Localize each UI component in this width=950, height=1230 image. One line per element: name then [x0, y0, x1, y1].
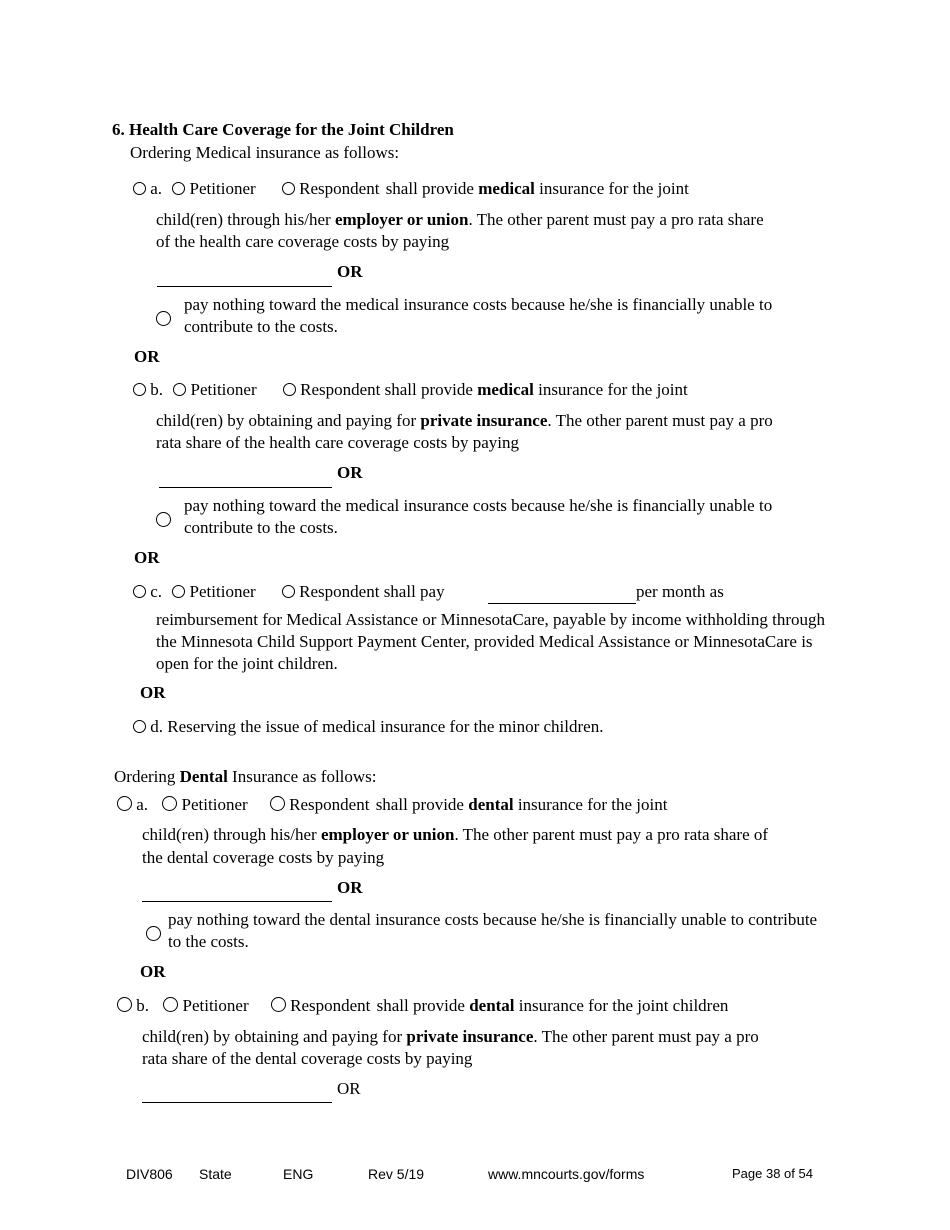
medical-a-kind: medical: [478, 179, 535, 198]
medical-c-petitioner-label: Petitioner: [189, 582, 256, 601]
dental-b-kind: dental: [469, 996, 515, 1015]
medical-a-or: OR: [337, 262, 363, 281]
dental-b-text-pre: shall provide: [376, 996, 465, 1015]
medical-or-2: OR: [134, 548, 160, 567]
dental-a-letter: a.: [136, 795, 149, 814]
dental-intro-bold: Dental: [179, 767, 228, 786]
dental-b-line3: rata share of the dental coverage costs by paying: [142, 1049, 473, 1068]
medical-b-nothing-text: pay nothing toward the medical insurance costs because he/she is financially unable to contribute to the costs.: [184, 496, 773, 537]
dental-a-nothing-radio[interactable]: [146, 926, 161, 941]
dental-b-respondent-radio[interactable]: [271, 997, 286, 1012]
medical-a-radio[interactable]: [133, 182, 146, 195]
medical-c-text-post: per month as: [636, 582, 724, 601]
medical-b-kind: medical: [477, 380, 534, 399]
medical-a-text-post: insurance for the joint: [539, 179, 689, 198]
medical-c-respondent-label: Respondent: [299, 582, 380, 601]
medical-option-d-row: [133, 716, 603, 738]
medical-b-or: OR: [337, 463, 363, 482]
medical-or-1: OR: [134, 347, 160, 366]
medical-b-radio[interactable]: [133, 383, 146, 396]
medical-b-text-pre: shall provide: [384, 380, 473, 399]
dental-intro-post: Insurance as follows:: [232, 767, 377, 786]
medical-a-line2: [156, 209, 764, 231]
medical-d-text: d. Reserving the issue of medical insurance for the minor children.: [150, 717, 604, 736]
dental-a-line3: the dental coverage costs by paying: [142, 848, 385, 867]
dental-intro: [114, 766, 377, 788]
dental-b-petitioner-radio[interactable]: [163, 997, 178, 1012]
medical-a-nothing-text: pay nothing toward the medical insurance costs because he/she is financially unable to contribute to the costs.: [184, 295, 773, 336]
medical-b-nothing-radio[interactable]: [156, 512, 171, 527]
dental-b-amount-line[interactable]: [142, 1102, 332, 1103]
footer-form-id: DIV806: [126, 1166, 173, 1182]
medical-a-line2-post: . The other parent must pay a pro rata share: [468, 210, 764, 229]
medical-a-line3: of the health care coverage costs by paying: [156, 232, 450, 251]
dental-b-radio[interactable]: [117, 997, 132, 1012]
medical-b-respondent-radio[interactable]: [283, 383, 296, 396]
medical-a-line2-pre: child(ren) through his/her: [156, 210, 331, 229]
dental-option-a-row: [117, 794, 667, 816]
dental-a-line2: [142, 824, 768, 846]
medical-a-petitioner-radio[interactable]: [172, 182, 185, 195]
medical-c-amount-line[interactable]: [488, 603, 636, 604]
dental-a-nothing-text: pay nothing toward the dental insurance costs because he/she is financially unable to contribute to the costs.: [168, 910, 818, 951]
medical-c-petitioner-radio[interactable]: [172, 585, 185, 598]
medical-b-respondent-label: Respondent: [300, 380, 381, 399]
medical-c-body: reimbursement for Medical Assistance or MinnesotaCare, payable by income withholding through the Minnesota Child Support Payment Center, provided Medical Assistance or MinnesotaCare is open for the joint children.: [156, 610, 825, 673]
dental-b-petitioner-label: Petitioner: [182, 996, 249, 1015]
medical-a-amount-line[interactable]: [157, 286, 332, 287]
dental-intro-pre: Ordering: [114, 767, 176, 786]
medical-c-letter: c.: [150, 582, 163, 601]
dental-a-line2-pre: child(ren) through his/her: [142, 825, 317, 844]
dental-b-text-post: insurance for the joint children: [518, 996, 729, 1015]
medical-a-respondent-label: Respondent: [299, 179, 380, 198]
medical-d-radio[interactable]: [133, 720, 146, 733]
dental-a-petitioner-label: Petitioner: [181, 795, 248, 814]
medical-option-c-row: [133, 581, 445, 603]
section-heading: 6. Health Care Coverage for the Joint Children: [112, 120, 454, 139]
medical-b-amount-line[interactable]: [159, 487, 332, 488]
dental-b-line2-bold: private insurance: [406, 1027, 534, 1046]
footer-lang: ENG: [283, 1166, 314, 1182]
dental-a-amount-line[interactable]: [142, 901, 332, 902]
medical-b-petitioner-radio[interactable]: [173, 383, 186, 396]
medical-a-petitioner-label: Petitioner: [189, 179, 256, 198]
medical-a-respondent-radio[interactable]: [282, 182, 295, 195]
medical-or-3: OR: [140, 683, 166, 702]
medical-b-line2-pre: child(ren) by obtaining and paying for: [156, 411, 417, 430]
medical-b-line2-post: . The other parent must pay a pro: [547, 411, 773, 430]
dental-a-petitioner-radio[interactable]: [162, 796, 177, 811]
dental-a-text-post: insurance for the joint: [517, 795, 668, 814]
medical-c-radio[interactable]: [133, 585, 146, 598]
medical-b-line2-bold: private insurance: [420, 411, 548, 430]
dental-b-letter: b.: [136, 996, 149, 1015]
medical-option-b-row: [133, 379, 688, 401]
dental-a-text-pre: shall provide: [375, 795, 464, 814]
medical-b-letter: b.: [150, 380, 163, 399]
dental-option-b-row: [117, 995, 728, 1017]
dental-a-radio[interactable]: [117, 796, 132, 811]
medical-b-line3: rata share of the health care coverage costs by paying: [156, 433, 519, 452]
dental-b-line2: [142, 1026, 759, 1048]
medical-a-letter: a.: [150, 179, 163, 198]
medical-c-text-pre: shall pay: [383, 582, 445, 601]
medical-intro: Ordering Medical insurance as follows:: [130, 143, 400, 162]
dental-b-line2-post: . The other parent must pay a pro: [533, 1027, 759, 1046]
dental-a-respondent-label: Respondent: [289, 795, 370, 814]
medical-c-respondent-radio[interactable]: [282, 585, 295, 598]
medical-a-line2-bold: employer or union: [334, 210, 469, 229]
medical-a-nothing-radio[interactable]: [156, 311, 171, 326]
dental-a-line2-bold: employer or union: [320, 825, 455, 844]
medical-a-text-pre: shall provide: [385, 179, 474, 198]
medical-b-petitioner-label: Petitioner: [190, 380, 257, 399]
dental-a-or: OR: [337, 878, 363, 897]
footer-page: Page 38 of 54: [732, 1166, 813, 1181]
medical-b-line2: [156, 410, 773, 432]
dental-a-line2-post: . The other parent must pay a pro rata share of: [454, 825, 769, 844]
footer-state: State: [199, 1166, 232, 1182]
dental-or-1: OR: [140, 962, 166, 981]
dental-b-respondent-label: Respondent: [290, 996, 371, 1015]
medical-b-text-post: insurance for the joint: [538, 380, 688, 399]
footer-url[interactable]: www.mncourts.gov/forms: [488, 1166, 645, 1182]
dental-b-line2-pre: child(ren) by obtaining and paying for: [142, 1027, 403, 1046]
dental-b-or: OR: [337, 1079, 361, 1098]
footer-rev: Rev 5/19: [368, 1166, 425, 1182]
dental-a-respondent-radio[interactable]: [270, 796, 285, 811]
medical-option-a-row: [133, 178, 689, 200]
dental-a-kind: dental: [468, 795, 514, 814]
